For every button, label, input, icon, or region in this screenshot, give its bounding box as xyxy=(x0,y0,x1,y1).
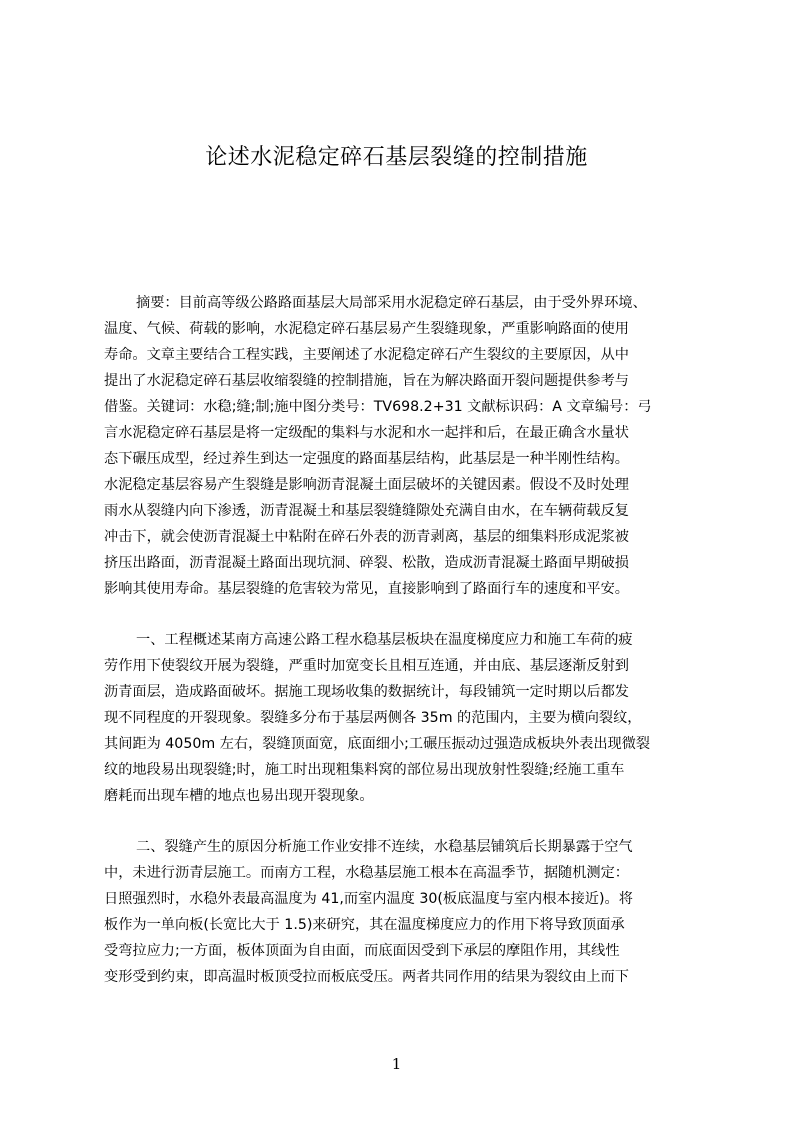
text-line: 磨耗而出现车槽的地点也易出现开裂现象。 xyxy=(104,788,374,804)
text-line: 二、裂缝产生的原因分析施工作业安排不连续，水稳基层铺筑后长期暴露于空气 xyxy=(136,839,633,855)
text-line: 劳作用下使裂纹开展为裂缝，严重时加宽变长且相互连通，并由底、基层逐渐反射到 xyxy=(104,658,629,674)
text-line: 冲击下，就会使沥青混凝土中粘附在碎石外表的沥青剥离，基层的细集料形成泥浆被 xyxy=(104,529,629,545)
text-line: 中，未进行沥青层施工。而南方工程，水稳基层施工根本在高温季节，据随机测定： xyxy=(104,865,629,881)
text-line: 板作为一单向板(长宽比大于 1.5)来研究，其在温度梯度应力的作用下将导致顶面承 xyxy=(104,917,625,933)
text-line: 现不同程度的开裂现象。裂缝多分布于基层两侧各 35m 的范围内，主要为横向裂纹， xyxy=(104,710,642,726)
paragraph-abstract xyxy=(104,290,700,602)
text-line: 借鉴。关键词：水稳;缝;制;施中图分类号：TV698.2+31 文献标识码：A 文章编号：弓 xyxy=(104,399,652,415)
text-line: 其间距为 4050m 左右，裂缝顶面宽，底面细小;工碾压振动过强造成板块外表出现微裂 xyxy=(104,736,651,752)
page-title: 论述水泥稳定碎石基层裂缝的控制措施 xyxy=(205,145,588,170)
text-line: 一、工程概述某南方高速公路工程水稳基层板块在温度梯度应力和施工车荷的疲 xyxy=(136,632,633,648)
text-line: 纹的地段易出现裂缝;时，施工时出现粗集料窝的部位易出现放射性裂缝;经施工重车 xyxy=(104,762,625,778)
text-line: 影响其使用寿命。基层裂缝的危害较为常见，直接影响到了路面行车的速度和平安。 xyxy=(104,581,629,597)
page-number: 1 xyxy=(391,1055,402,1073)
text-line: 受弯拉应力;一方面，板体顶面为自由面，而底面因受到下承层的摩阻作用，其线性 xyxy=(104,943,620,959)
text-line: 提出了水泥稳定碎石基层收缩裂缝的控制措施，旨在为解决路面开裂问题提供参考与 xyxy=(104,373,629,389)
text-line: 温度、气候、荷载的影响，水泥稳定碎石基层易产生裂缝现象，严重影响路面的使用 xyxy=(104,321,629,337)
text-line: 雨水从裂缝内向下渗透，沥青混凝土和基层裂缝缝隙处充满自由水，在车辆荷载反复 xyxy=(104,503,629,519)
text-line: 变形受到约束，即高温时板顶受拉而板底受压。两者共同作用的结果为裂纹由上而下 xyxy=(104,969,629,985)
document-body xyxy=(104,290,700,990)
text-line: 日照强烈时，水稳外表最高温度为 41,而室内温度 30(板底温度与室内根本接近)。将 xyxy=(104,891,633,907)
text-line: 言水泥稳定碎石基层是将一定级配的集料与水泥和水一起拌和后，在最正确含水量状 xyxy=(104,425,629,441)
paragraph-section-1 xyxy=(104,627,700,809)
text-line: 挤压出路面，沥青混凝土路面出现坑洞、碎裂、松散，造成沥青混凝土路面早期破损 xyxy=(104,555,629,571)
text-line: 态下碾压成型，经过养生到达一定强度的路面基层结构，此基层是一种半刚性结构。 xyxy=(104,451,629,467)
text-line: 寿命。文章主要结合工程实践，主要阐述了水泥稳定碎石产生裂纹的主要原因，从中 xyxy=(104,347,629,363)
text-line: 摘要：目前高等级公路路面基层大局部采用水泥稳定碎石基层，由于受外界环境、 xyxy=(136,295,647,311)
text-line: 水泥稳定基层容易产生裂缝是影响沥青混凝土面层破坏的关键因素。假设不及时处理 xyxy=(104,477,629,493)
paragraph-section-2 xyxy=(104,834,700,990)
text-line: 沥青面层，造成路面破坏。据施工现场收集的数据统计，每段铺筑一定时期以后都发 xyxy=(104,684,629,700)
